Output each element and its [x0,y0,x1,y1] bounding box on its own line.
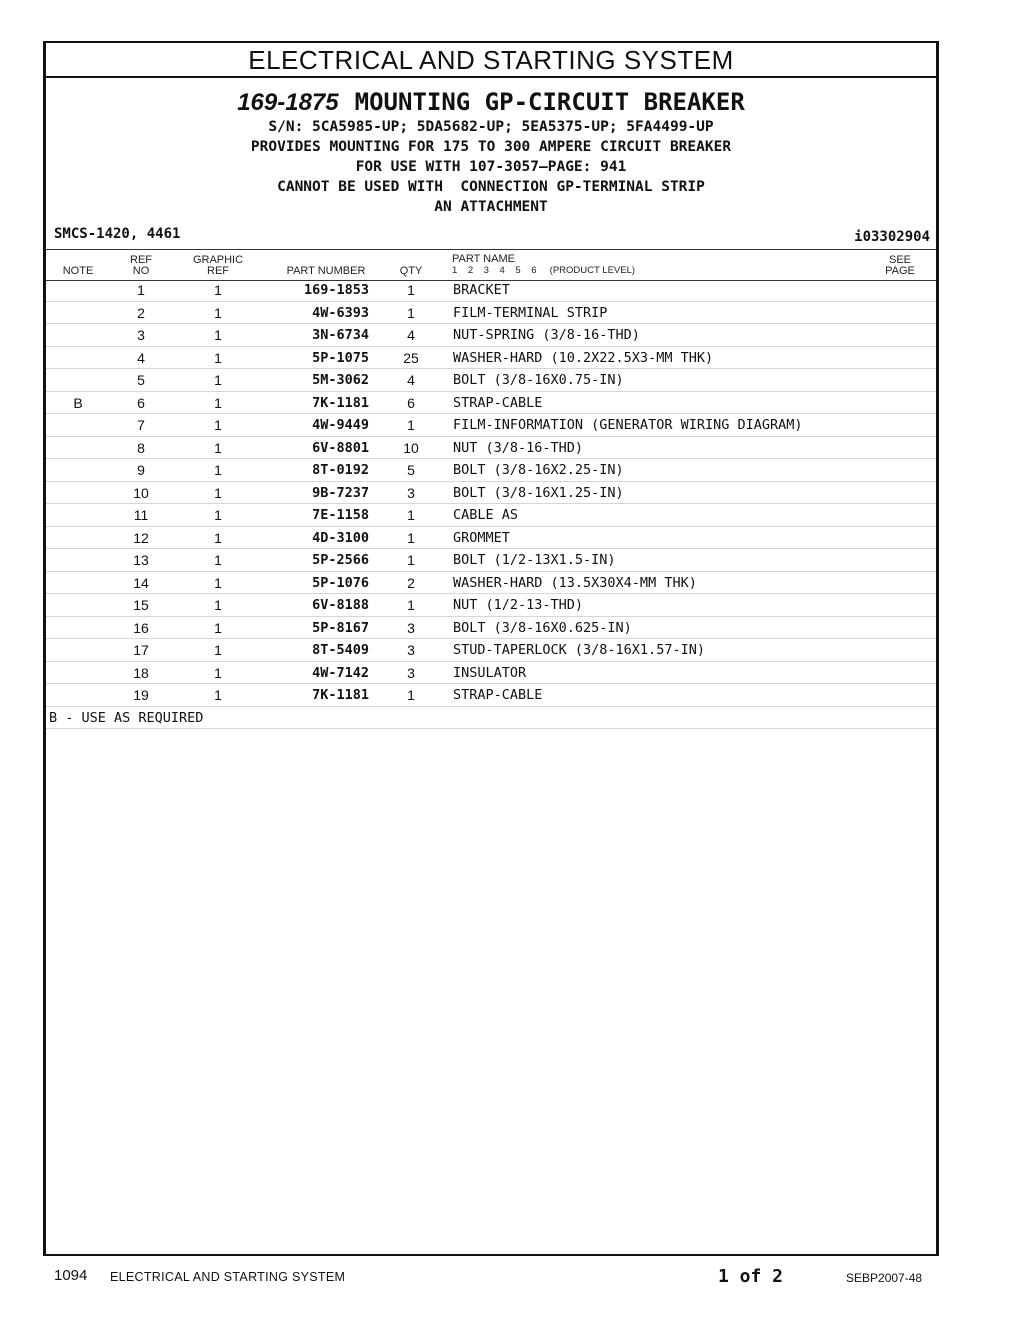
group-part-number: 169-1875 [237,89,339,116]
part-ref-number: 12 [133,529,149,546]
part-qty: 3 [407,484,415,501]
part-qty: 1 [407,282,415,298]
part-name: FILM-INFORMATION (GENERATOR WIRING DIAGRAM) [453,417,803,433]
part-graphic-ref: 1 [214,439,222,456]
part-number: 7E-1158 [312,507,369,523]
footnote [46,707,936,729]
part-number: 4W-9449 [312,417,369,433]
part-ref-number: 19 [133,687,149,703]
part-number: 8T-5409 [312,642,369,658]
part-name: NUT (3/8-16-THD) [453,439,584,456]
part-graphic-ref: 1 [214,349,222,366]
section-title: ELECTRICAL AND STARTING SYSTEM [46,43,936,78]
part-qty: 1 [407,687,415,703]
illustration-id: i03302904 [854,229,930,245]
col-part-name: PART NAME [452,253,515,265]
table-row [46,639,936,662]
part-qty: 3 [407,664,415,681]
part-name: INSULATOR [453,664,527,681]
part-number: 9B-7237 [312,484,369,501]
part-ref-number: 3 [137,327,145,343]
part-number: 6V-8801 [312,439,369,456]
table-row [46,572,936,595]
part-name: WASHER-HARD (10.2X22.5X3-MM THK) [453,349,714,366]
part-graphic-ref: 1 [214,597,222,613]
table-row [46,549,936,572]
part-graphic-ref: 1 [214,304,222,321]
col-part-number: PART NUMBER [286,265,366,277]
part-number: 4D-3100 [312,529,369,546]
part-number: 6V-8188 [312,597,369,613]
part-number: 7K-1181 [312,687,369,703]
part-name: STRAP-CABLE [453,687,543,703]
part-qty: 1 [407,552,415,568]
group-title [46,88,936,117]
part-name: GROMMET [453,529,510,546]
part-graphic-ref: 1 [214,462,222,478]
part-name: BOLT (3/8-16X1.25-IN) [453,484,624,501]
part-name: CABLE AS [453,507,519,523]
part-note: B [73,394,83,411]
group-note: AN ATTACHMENT [434,199,548,215]
serial-numbers: S/N: 5CA5985-UP; 5DA5682-UP; 5EA5375-UP; 5FA4499-UP [268,119,714,135]
part-ref-number: 16 [133,619,149,636]
part-number: 169-1853 [303,282,369,298]
part-graphic-ref: 1 [214,394,222,411]
part-graphic-ref: 1 [214,507,222,523]
part-number: 3N-6734 [312,327,369,343]
part-ref-number: 6 [137,394,145,411]
part-name: BRACKET [453,282,510,298]
part-qty: 1 [407,529,415,546]
part-graphic-ref: 1 [214,372,222,388]
part-number: 7K-1181 [312,394,369,411]
part-ref-number: 1 [137,282,145,298]
table-row [46,369,936,392]
part-number: 5P-1075 [312,349,369,366]
part-graphic-ref: 1 [214,529,222,546]
part-name: STUD-TAPERLOCK (3/8-16X1.57-IN) [453,642,705,658]
part-number: 5P-1076 [312,574,369,591]
footer-page-number: 1094 [54,1267,88,1284]
col-see-bottom: PAGE [885,265,915,277]
table-row [46,482,936,505]
part-name: BOLT (3/8-16X2.25-IN) [453,462,624,478]
part-name: BOLT (3/8-16X0.625-IN) [453,619,632,636]
col-note: NOTE [62,265,94,277]
table-row [46,414,936,437]
table-row [46,594,936,617]
part-graphic-ref: 1 [214,687,222,703]
part-ref-number: 9 [137,462,145,478]
group-note: FOR USE WITH 107-3057—PAGE: 941 [355,159,627,175]
part-graphic-ref: 1 [214,327,222,343]
page-frame [43,41,939,1256]
table-row [46,527,936,550]
footnote-text: B - USE AS REQUIRED [49,709,204,726]
part-ref-number: 13 [133,552,149,568]
footer-title: ELECTRICAL AND STARTING SYSTEM [110,1270,346,1284]
part-ref-number: 4 [137,349,145,366]
footer-publication: SEBP2007-48 [846,1271,923,1285]
table-row [46,302,936,325]
table-row [46,662,936,685]
part-name: BOLT (3/8-16X0.75-IN) [453,372,624,388]
part-graphic-ref: 1 [214,282,222,298]
part-qty: 4 [407,327,415,343]
col-see-top: SEE [888,254,911,266]
part-number: 8T-0192 [312,462,369,478]
part-qty: 3 [407,619,415,636]
col-qty: QTY [399,265,423,277]
footer-page-of: 1 of 2 [718,1266,784,1287]
table-row [46,392,936,415]
table-row [46,347,936,370]
table-row [46,437,936,460]
part-graphic-ref: 1 [214,619,222,636]
smcs-code: SMCS-1420, 4461 [54,226,181,242]
part-graphic-ref: 1 [214,574,222,591]
part-ref-number: 14 [133,574,149,591]
part-qty: 3 [407,642,415,658]
part-graphic-ref: 1 [214,664,222,681]
table-row [46,279,936,302]
part-number: 4W-6393 [312,304,369,321]
table-header [46,249,936,281]
part-name: NUT-SPRING (3/8-16-THD) [453,327,640,343]
part-graphic-ref: 1 [214,417,222,433]
part-ref-number: 18 [133,664,149,681]
group-header [46,79,936,217]
part-ref-number: 11 [133,507,149,523]
part-qty: 1 [407,304,415,321]
parts-table [46,279,936,729]
col-ref-bottom: NO [132,265,150,277]
part-graphic-ref: 1 [214,552,222,568]
part-qty: 1 [407,597,415,613]
part-qty: 1 [407,417,415,433]
page-footer [0,1262,1020,1292]
col-ref-top: REF [130,254,152,266]
group-name: MOUNTING GP-CIRCUIT BREAKER [354,88,745,116]
group-note: CANNOT BE USED WITH CONNECTION GP-TERMINAL STRIP [277,179,705,195]
part-qty: 4 [407,372,415,388]
part-ref-number: 7 [137,417,145,433]
part-number: 5M-3062 [312,372,369,388]
part-number: 5P-8167 [312,619,369,636]
part-ref-number: 5 [137,372,145,388]
col-product-level: 1 2 3 4 5 6 (PRODUCT LEVEL) [452,265,636,276]
part-name: FILM-TERMINAL STRIP [453,304,608,321]
part-qty: 1 [407,507,415,523]
table-row [46,504,936,527]
table-row [46,324,936,347]
part-qty: 25 [403,349,419,366]
part-graphic-ref: 1 [214,642,222,658]
table-row [46,617,936,640]
part-ref-number: 15 [133,597,149,613]
group-note: PROVIDES MOUNTING FOR 175 TO 300 AMPERE CIRCUIT BREAKER [250,139,732,155]
part-qty: 6 [407,394,415,411]
part-ref-number: 8 [137,439,145,456]
part-qty: 5 [407,462,415,478]
col-graphic-bottom: REF [207,265,229,277]
part-name: WASHER-HARD (13.5X30X4-MM THK) [453,574,697,591]
part-name: BOLT (1/2-13X1.5-IN) [453,552,616,568]
part-name: STRAP-CABLE [453,394,543,411]
part-name: NUT (1/2-13-THD) [453,597,584,613]
table-row [46,684,936,707]
part-ref-number: 10 [133,484,149,501]
part-ref-number: 17 [133,642,149,658]
col-graphic-top: GRAPHIC [192,254,244,266]
part-graphic-ref: 1 [214,484,222,501]
part-number: 4W-7142 [312,664,369,681]
part-ref-number: 2 [137,304,145,321]
part-number: 5P-2566 [312,552,369,568]
part-qty: 2 [407,574,415,591]
part-qty: 10 [403,439,419,456]
table-row [46,459,936,482]
